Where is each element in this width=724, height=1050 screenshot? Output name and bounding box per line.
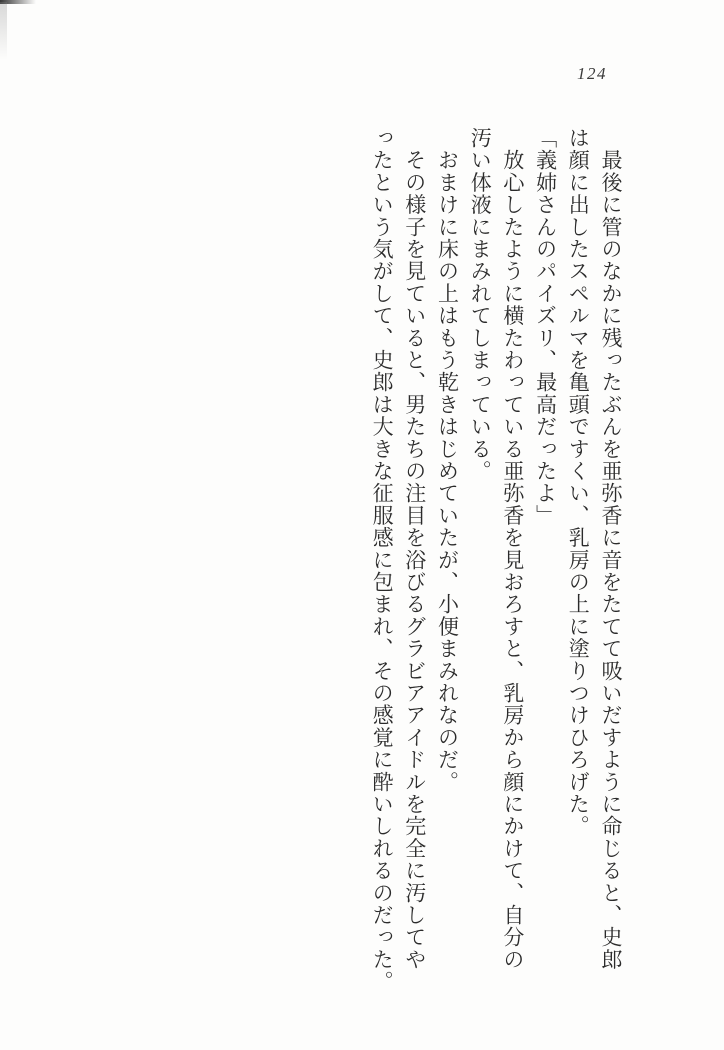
text-line-7: その様子を見ていると、男たちの注目を浴びるグラビアアイドルを完全に汚してや (402, 127, 427, 971)
scan-smudge-left-edge (0, 2, 7, 60)
text-line-8: ったという気がして、史郎は大きな征服感に包まれ、その感覚に酔いしれるのだった。 (370, 127, 395, 993)
text-line-4: 放心したように横たわっている亜弥香を見おろすと、乳房から顔にかけて、自分の (500, 127, 525, 971)
text-line-3: 「義姉さんのパイズリ、最高だったよ」 (533, 127, 558, 527)
text-line-6: おまけに床の上はもう乾きはじめていたが、小便まみれなのだ。 (435, 127, 460, 793)
text-line-1: 最後に管のなかに残ったぶんを亜弥香に音をたてて吸いだすように命じると、史郎 (599, 127, 623, 971)
body-text-block (365, 127, 627, 991)
text-line-5: 汚い体液にまみれてしまっている。 (468, 127, 493, 483)
text-line-2: は顔に出したスペルマを亀頭ですくい、乳房の上に塗りつけひろげた。 (566, 127, 591, 838)
page-number: 124 (577, 64, 607, 83)
